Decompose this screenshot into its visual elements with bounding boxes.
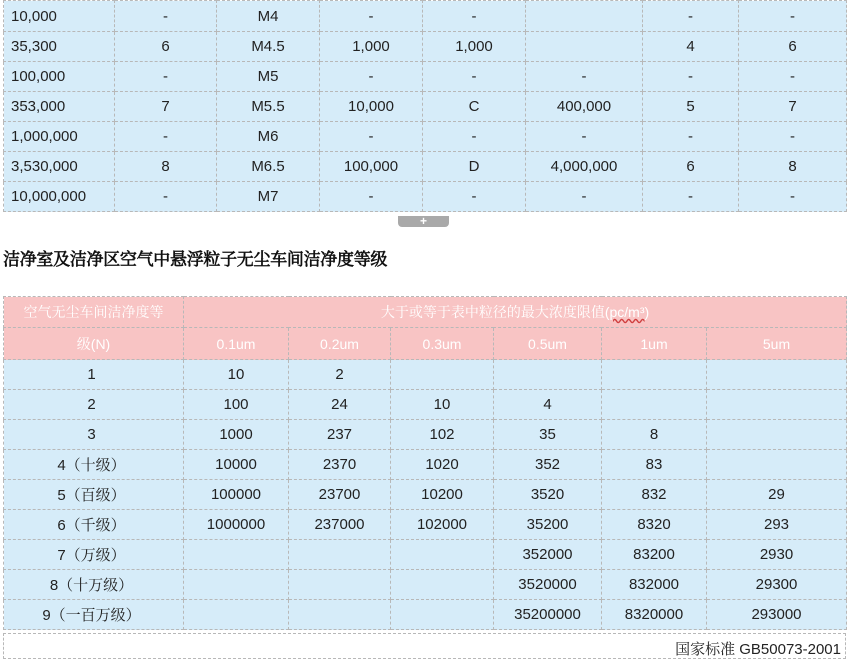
table-row	[4, 1, 847, 32]
concentration-cell: 237	[289, 420, 391, 450]
concentration-cell: 8320000	[602, 600, 707, 630]
concentration-cell: 102000	[391, 510, 494, 540]
concentration-cell: 8320	[602, 510, 707, 540]
concentration-cell: 293	[707, 510, 847, 540]
particle-size-header: 0.2um	[289, 328, 391, 360]
table-cell: 6	[115, 32, 217, 62]
table-row	[4, 510, 847, 540]
source-note: 国家标准 GB50073-2001	[675, 641, 841, 658]
concentration-cell: 29300	[707, 570, 847, 600]
table-cell: M6.5	[217, 152, 320, 182]
table-cell: -	[739, 182, 847, 212]
table-cell: D	[423, 152, 526, 182]
concentration-cell: 35200	[494, 510, 602, 540]
particle-size-header: 0.5um	[494, 328, 602, 360]
concentration-cell	[391, 540, 494, 570]
concentration-cell	[184, 600, 289, 630]
concentration-cell	[707, 360, 847, 390]
concentration-cell	[707, 420, 847, 450]
table-cell: -	[320, 182, 423, 212]
table-cell: -	[643, 62, 739, 92]
concentration-cell: 35	[494, 420, 602, 450]
table-cell: 10,000,000	[4, 182, 115, 212]
table-row	[4, 540, 847, 570]
concentration-cell: 352000	[494, 540, 602, 570]
concentration-cell	[494, 360, 602, 390]
concentration-cell: 23700	[289, 480, 391, 510]
table-cell: -	[526, 122, 643, 152]
table-row	[4, 122, 847, 152]
table-cell: -	[643, 122, 739, 152]
table-cell: -	[320, 62, 423, 92]
grade-cell: 3	[4, 420, 184, 450]
particle-size-header: 0.1um	[184, 328, 289, 360]
concentration-cell: 10000	[184, 450, 289, 480]
table-cell: -	[320, 1, 423, 32]
table-row	[4, 600, 847, 630]
table-cell: -	[115, 1, 217, 32]
table-cell: -	[115, 62, 217, 92]
grade-cell: 1	[4, 360, 184, 390]
table-cell: 7	[115, 92, 217, 122]
table-cell: -	[423, 182, 526, 212]
table-cell: -	[115, 182, 217, 212]
table-cell: -	[423, 122, 526, 152]
grade-cell: 2	[4, 390, 184, 420]
table-cell: 8	[739, 152, 847, 182]
table-cell: M7	[217, 182, 320, 212]
table-row	[4, 480, 847, 510]
table-cell: -	[739, 62, 847, 92]
table-cell: 400,000	[526, 92, 643, 122]
source-footer	[3, 633, 846, 659]
table-cell: -	[526, 62, 643, 92]
table-cell: -	[115, 122, 217, 152]
concentration-cell: 10200	[391, 480, 494, 510]
concentration-cell	[289, 600, 391, 630]
table-row	[4, 182, 847, 212]
concentration-cell: 100000	[184, 480, 289, 510]
concentration-cell: 100	[184, 390, 289, 420]
concentration-cell: 1000	[184, 420, 289, 450]
concentration-cell	[184, 540, 289, 570]
concentration-cell: 2930	[707, 540, 847, 570]
grade-cell: 8（十万级）	[4, 570, 184, 600]
table-cell: M4	[217, 1, 320, 32]
concentration-cell: 102	[391, 420, 494, 450]
concentration-cell: 2370	[289, 450, 391, 480]
expand-toggle-button[interactable]: +	[398, 216, 449, 227]
table-cell: 5	[643, 92, 739, 122]
concentration-cell: 8	[602, 420, 707, 450]
table-cell	[526, 32, 643, 62]
concentration-cell: 3520	[494, 480, 602, 510]
concentration-cell: 83	[602, 450, 707, 480]
concentration-cell	[391, 600, 494, 630]
limit-header-close: )	[644, 304, 650, 320]
table-cell: 3,530,000	[4, 152, 115, 182]
table-cell: 6	[643, 152, 739, 182]
table-cell: M6	[217, 122, 320, 152]
table-cell: 353,000	[4, 92, 115, 122]
grade-cell: 9（一百万级）	[4, 600, 184, 630]
grade-cell: 6（千级）	[4, 510, 184, 540]
concentration-cell: 24	[289, 390, 391, 420]
limit-header-text: 大于或等于表中粒径的最大浓度限值(	[380, 304, 610, 320]
table-cell: C	[423, 92, 526, 122]
table-cell: M5	[217, 62, 320, 92]
table-cell: 1,000	[423, 32, 526, 62]
table-cell: 100,000	[4, 62, 115, 92]
table-cell	[526, 1, 643, 32]
table-row	[4, 32, 847, 62]
table-row	[4, 92, 847, 122]
concentration-cell: 237000	[289, 510, 391, 540]
concentration-cell: 1000000	[184, 510, 289, 540]
table-cell: -	[423, 1, 526, 32]
table-row	[4, 390, 847, 420]
table-cell: 4,000,000	[526, 152, 643, 182]
concentration-cell	[707, 450, 847, 480]
concentration-cell: 832	[602, 480, 707, 510]
concentration-cell	[391, 570, 494, 600]
concentration-cell	[289, 540, 391, 570]
table-cell: 10,000	[320, 92, 423, 122]
table-cell: -	[739, 1, 847, 32]
table-cell: M4.5	[217, 32, 320, 62]
table-cell: 1,000	[320, 32, 423, 62]
table-row	[4, 420, 847, 450]
concentration-cell: 3520000	[494, 570, 602, 600]
table-cell: -	[526, 182, 643, 212]
table-cell: M5.5	[217, 92, 320, 122]
concentration-cell: 2	[289, 360, 391, 390]
table-cell: 100,000	[320, 152, 423, 182]
concentration-cell: 352	[494, 450, 602, 480]
table-row	[4, 450, 847, 480]
particle-size-header: 1um	[602, 328, 707, 360]
limit-header-unit: pc/m³	[609, 304, 645, 320]
concentration-cell: 83200	[602, 540, 707, 570]
table-row	[4, 360, 847, 390]
grade-header: 空气无尘车间洁净度等	[4, 297, 184, 328]
concentration-cell: 10	[184, 360, 289, 390]
concentration-cell	[184, 570, 289, 600]
grade-header-cont: 级(N)	[4, 328, 184, 360]
grade-cell: 4（十级）	[4, 450, 184, 480]
concentration-cell	[602, 360, 707, 390]
concentration-cell	[289, 570, 391, 600]
table-cell: 7	[739, 92, 847, 122]
grade-cell: 5（百级）	[4, 480, 184, 510]
particle-size-header: 5um	[707, 328, 847, 360]
table-row	[4, 570, 847, 600]
table-cell: 35,300	[4, 32, 115, 62]
table-row	[4, 152, 847, 182]
concentration-cell: 35200000	[494, 600, 602, 630]
section-title: 洁净室及洁净区空气中悬浮粒子无尘车间洁净度等级	[3, 250, 388, 270]
table-cell: -	[643, 182, 739, 212]
concentration-cell	[707, 390, 847, 420]
particle-size-header: 0.3um	[391, 328, 494, 360]
table-cell: 4	[643, 32, 739, 62]
table-cell: 10,000	[4, 1, 115, 32]
concentration-cell: 1020	[391, 450, 494, 480]
table-cell: 1,000,000	[4, 122, 115, 152]
grade-cell: 7（万级）	[4, 540, 184, 570]
limit-header	[184, 297, 847, 328]
table-cell: -	[739, 122, 847, 152]
cleanliness-grade-table	[3, 296, 847, 630]
concentration-cell	[391, 360, 494, 390]
table-row	[4, 62, 847, 92]
upper-grade-table	[3, 0, 847, 212]
concentration-cell: 832000	[602, 570, 707, 600]
table-cell: -	[423, 62, 526, 92]
table-cell: 8	[115, 152, 217, 182]
concentration-cell: 29	[707, 480, 847, 510]
concentration-cell	[602, 390, 707, 420]
concentration-cell: 293000	[707, 600, 847, 630]
concentration-cell: 10	[391, 390, 494, 420]
table-cell: 6	[739, 32, 847, 62]
concentration-cell: 4	[494, 390, 602, 420]
table-cell: -	[643, 1, 739, 32]
table-cell: -	[320, 122, 423, 152]
